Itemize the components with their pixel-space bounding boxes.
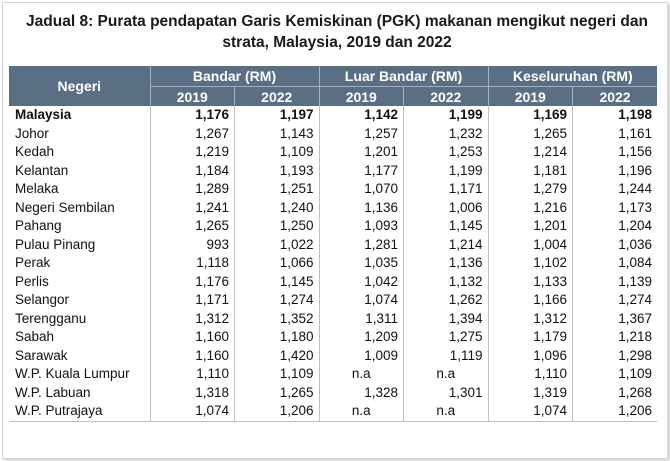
value-cell: 1,179 xyxy=(488,328,573,347)
table-row xyxy=(9,402,657,421)
value-cell: 1,250 xyxy=(235,217,320,236)
value-cell: 1,102 xyxy=(488,254,573,273)
value-cell: 1,136 xyxy=(319,199,404,218)
value-cell: 1,367 xyxy=(573,310,658,329)
value-cell: 1,214 xyxy=(404,236,489,255)
value-cell: 1,181 xyxy=(488,162,573,181)
value-cell: 1,232 xyxy=(404,125,489,144)
value-cell: 1,022 xyxy=(235,236,320,255)
value-cell: 1,240 xyxy=(235,199,320,218)
table-row xyxy=(9,365,657,384)
table-row xyxy=(9,347,657,366)
state-name-cell: W.P. Kuala Lumpur xyxy=(15,366,130,382)
value-cell: 1,084 xyxy=(573,254,658,273)
state-name-cell: Selangor xyxy=(15,292,70,308)
table-row xyxy=(9,217,657,236)
table-row xyxy=(9,125,657,144)
table-row xyxy=(9,199,657,218)
table-row xyxy=(9,162,657,181)
value-cell: 1,074 xyxy=(150,402,235,421)
value-cell: 1,281 xyxy=(319,236,404,255)
table-row xyxy=(9,236,657,255)
value-cell: 1,004 xyxy=(488,236,573,255)
header-group-bandar: Bandar (RM) xyxy=(150,66,319,87)
value-cell: 1,206 xyxy=(573,402,658,421)
value-cell: 1,110 xyxy=(150,365,235,384)
value-cell: 1,265 xyxy=(488,125,573,144)
table-row xyxy=(9,328,657,347)
value-cell: 1,214 xyxy=(488,143,573,162)
value-cell: 1,312 xyxy=(488,310,573,329)
state-name-cell: W.P. Putrajaya xyxy=(9,402,150,421)
value-cell: 1,209 xyxy=(319,328,404,347)
table-row xyxy=(9,180,657,199)
value-cell: 1,394 xyxy=(404,310,489,329)
table-row xyxy=(9,384,657,403)
value-cell: 1,042 xyxy=(319,273,404,292)
value-cell: 1,139 xyxy=(573,273,658,292)
value-cell: 1,143 xyxy=(235,125,320,144)
value-cell: 1,161 xyxy=(573,125,658,144)
value-cell: 1,133 xyxy=(488,273,573,292)
value-cell: 1,312 xyxy=(150,310,235,329)
value-cell: 1,132 xyxy=(404,273,489,292)
poverty-line-table xyxy=(9,66,657,422)
value-cell: 1,301 xyxy=(404,384,489,403)
value-cell: 1,070 xyxy=(319,180,404,199)
table-row xyxy=(9,310,657,329)
value-cell: 1,074 xyxy=(488,402,573,421)
table-row xyxy=(9,254,657,273)
value-cell: 1,145 xyxy=(235,273,320,292)
header-year: 2022 xyxy=(573,87,658,107)
value-cell: 1,035 xyxy=(319,254,404,273)
value-cell: 1,156 xyxy=(573,143,658,162)
value-cell: 1,420 xyxy=(235,347,320,366)
value-cell: 1,253 xyxy=(404,143,489,162)
value-cell: 1,352 xyxy=(235,310,320,329)
value-cell: 1,119 xyxy=(404,347,489,366)
value-cell: n.a xyxy=(404,365,489,384)
state-name-cell: Perlis xyxy=(15,273,49,289)
value-cell: 1,265 xyxy=(150,217,235,236)
state-name-cell: W.P. Labuan xyxy=(15,384,91,400)
value-cell: 1,009 xyxy=(319,347,404,366)
state-name-cell: Pahang xyxy=(15,218,62,234)
table-header xyxy=(9,66,657,106)
value-cell: 1,176 xyxy=(150,106,235,125)
table-row xyxy=(9,143,657,162)
value-cell: 1,197 xyxy=(235,106,320,125)
value-cell: 1,198 xyxy=(573,106,658,125)
value-cell: n.a xyxy=(319,365,404,384)
value-cell: 1,184 xyxy=(150,162,235,181)
value-cell: 1,274 xyxy=(573,291,658,310)
value-cell: 1,206 xyxy=(235,402,320,421)
value-cell: 1,199 xyxy=(404,106,489,125)
value-cell: 1,171 xyxy=(150,291,235,310)
value-cell: 1,109 xyxy=(235,143,320,162)
table-row xyxy=(9,291,657,310)
value-cell: n.a xyxy=(404,402,489,421)
state-name-cell: Kelantan xyxy=(15,162,69,178)
header-year: 2019 xyxy=(150,87,235,107)
value-cell: 1,319 xyxy=(488,384,573,403)
value-cell: 1,118 xyxy=(150,254,235,273)
value-cell: 1,262 xyxy=(404,291,489,310)
state-name-cell: Malaysia xyxy=(15,107,72,123)
value-cell: 1,136 xyxy=(404,254,489,273)
value-cell: 1,328 xyxy=(319,384,404,403)
header-year: 2022 xyxy=(235,87,320,107)
value-cell: 1,142 xyxy=(319,106,404,125)
table-body xyxy=(9,106,657,421)
header-negeri: Negeri xyxy=(9,66,150,106)
value-cell: 1,201 xyxy=(319,143,404,162)
header-group-luar-bandar: Luar Bandar (RM) xyxy=(319,66,488,87)
value-cell: 1,096 xyxy=(488,347,573,366)
state-name-cell: Kedah xyxy=(15,144,55,160)
table-row-total xyxy=(9,106,657,125)
state-name-cell: Pulau Pinang xyxy=(15,236,96,252)
header-year: 2022 xyxy=(404,87,489,107)
value-cell: 1,196 xyxy=(573,162,658,181)
value-cell: 1,318 xyxy=(150,384,235,403)
title-line-1: Jadual 8: Purata pendapatan Garis Kemiskinan (PGK) makanan mengikut negeri dan xyxy=(26,13,648,30)
value-cell: 1,257 xyxy=(319,125,404,144)
state-name-cell: Perak xyxy=(15,255,51,271)
value-cell: 1,166 xyxy=(488,291,573,310)
value-cell: 1,279 xyxy=(488,180,573,199)
title-line-2: strata, Malaysia, 2019 dan 2022 xyxy=(222,34,452,51)
value-cell: 1,145 xyxy=(404,217,489,236)
value-cell: 993 xyxy=(150,236,235,255)
header-year: 2019 xyxy=(488,87,573,107)
value-cell: 1,074 xyxy=(319,291,404,310)
value-cell: 1,241 xyxy=(150,199,235,218)
value-cell: 1,199 xyxy=(404,162,489,181)
state-name-cell: Sabah xyxy=(15,329,55,345)
value-cell: 1,204 xyxy=(573,217,658,236)
value-cell: 1,006 xyxy=(404,199,489,218)
header-year: 2019 xyxy=(319,87,404,107)
state-name-cell: Sarawak xyxy=(15,347,68,363)
value-cell: 1,274 xyxy=(235,291,320,310)
value-cell: 1,275 xyxy=(404,328,489,347)
value-cell: 1,109 xyxy=(573,365,658,384)
value-cell: 1,176 xyxy=(150,273,235,292)
value-cell: 1,177 xyxy=(319,162,404,181)
value-cell: n.a xyxy=(319,402,404,421)
value-cell: 1,251 xyxy=(235,180,320,199)
table-title xyxy=(7,11,667,53)
value-cell: 1,216 xyxy=(488,199,573,218)
state-name-cell: Johor xyxy=(15,125,49,141)
value-cell: 1,289 xyxy=(150,180,235,199)
value-cell: 1,171 xyxy=(404,180,489,199)
value-cell: 1,311 xyxy=(319,310,404,329)
value-cell: 1,066 xyxy=(235,254,320,273)
value-cell: 1,109 xyxy=(235,365,320,384)
value-cell: 1,193 xyxy=(235,162,320,181)
header-group-keseluruhan: Keseluruhan (RM) xyxy=(488,66,657,87)
value-cell: 1,093 xyxy=(319,217,404,236)
value-cell: 1,110 xyxy=(488,365,573,384)
value-cell: 1,244 xyxy=(573,180,658,199)
value-cell: 1,218 xyxy=(573,328,658,347)
state-name-cell: Negeri Sembilan xyxy=(15,199,115,215)
value-cell: 1,219 xyxy=(150,143,235,162)
value-cell: 1,201 xyxy=(488,217,573,236)
value-cell: 1,180 xyxy=(235,328,320,347)
state-name-cell: Terengganu xyxy=(15,310,87,326)
value-cell: 1,173 xyxy=(573,199,658,218)
state-name-cell: Melaka xyxy=(15,181,59,197)
value-cell: 1,268 xyxy=(573,384,658,403)
value-cell: 1,298 xyxy=(573,347,658,366)
value-cell: 1,169 xyxy=(488,106,573,125)
value-cell: 1,160 xyxy=(150,347,235,366)
value-cell: 1,036 xyxy=(573,236,658,255)
table-row xyxy=(9,273,657,292)
value-cell: 1,267 xyxy=(150,125,235,144)
value-cell: 1,265 xyxy=(235,384,320,403)
value-cell: 1,160 xyxy=(150,328,235,347)
